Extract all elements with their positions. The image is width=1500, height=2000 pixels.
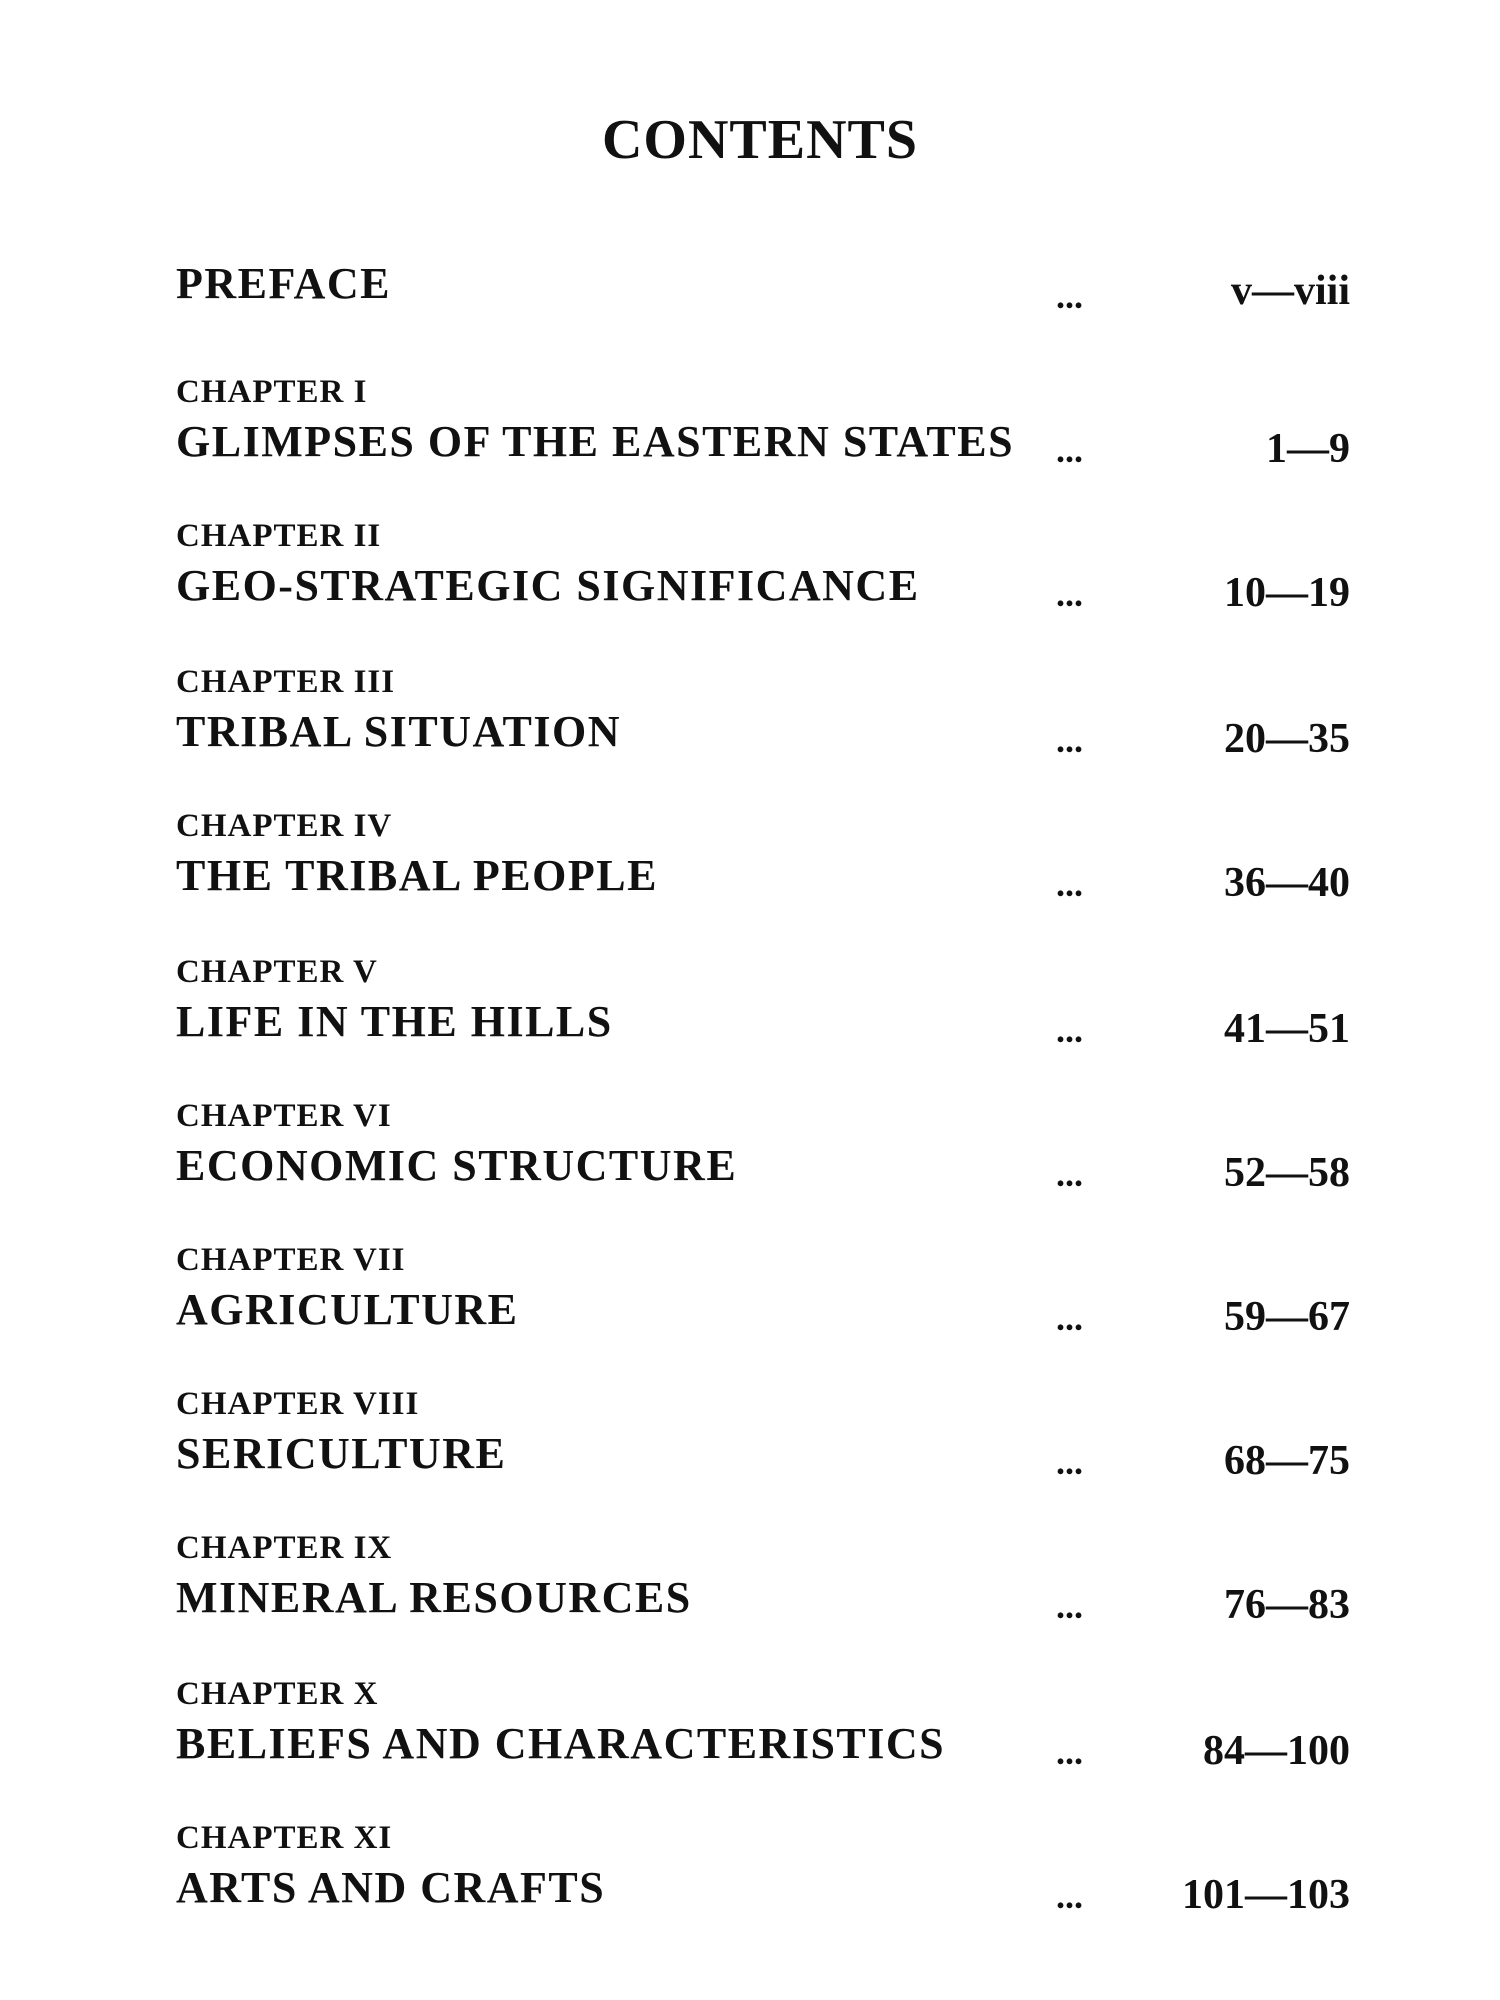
toc-entry-chapter-9 xyxy=(176,1528,1350,1638)
toc-entry-chapter-7 xyxy=(176,1240,1350,1350)
dot-leader: ... xyxy=(1056,1010,1083,1050)
entry-title: GLIMPSES OF THE EASTERN STATES xyxy=(176,417,1015,466)
toc-entry-chapter-6 xyxy=(176,1096,1350,1206)
chapter-label: CHAPTER V xyxy=(176,954,378,990)
dot-leader: ... xyxy=(1056,574,1083,614)
dot-leader: ... xyxy=(1056,276,1083,316)
chapter-label: CHAPTER II xyxy=(176,518,382,554)
toc-entry-chapter-1 xyxy=(176,372,1350,482)
entry-title: ARTS AND CRAFTS xyxy=(176,1863,606,1912)
chapter-label: CHAPTER I xyxy=(176,374,368,410)
entry-title: ECONOMIC STRUCTURE xyxy=(176,1141,738,1190)
page-range: 20—35 xyxy=(1224,716,1350,762)
chapter-label: CHAPTER VII xyxy=(176,1242,406,1278)
chapter-label: CHAPTER VI xyxy=(176,1098,392,1134)
page-range: 68—75 xyxy=(1224,1438,1350,1484)
page-range: 84—100 xyxy=(1203,1728,1350,1774)
toc-entry-chapter-8 xyxy=(176,1384,1350,1494)
dot-leader: ... xyxy=(1056,720,1083,760)
chapter-label: CHAPTER X xyxy=(176,1676,379,1712)
dot-leader: ... xyxy=(1056,1298,1083,1338)
dot-leader: ... xyxy=(1056,1732,1083,1772)
dot-leader: ... xyxy=(1056,1586,1083,1626)
dot-leader: ... xyxy=(1056,1154,1083,1194)
toc-entry-chapter-11 xyxy=(176,1818,1350,1928)
entry-title: THE TRIBAL PEOPLE xyxy=(176,851,658,900)
chapter-label: CHAPTER IV xyxy=(176,808,393,844)
entry-title: TRIBAL SITUATION xyxy=(176,707,621,756)
entry-title: BELIEFS AND CHARACTERISTICS xyxy=(176,1719,946,1768)
toc-entry-chapter-2 xyxy=(176,516,1350,626)
page-range: 59—67 xyxy=(1224,1294,1350,1340)
toc-entry-chapter-4 xyxy=(176,806,1350,916)
toc-entry-chapter-3 xyxy=(176,662,1350,772)
dot-leader: ... xyxy=(1056,1876,1083,1916)
entry-title: SERICULTURE xyxy=(176,1429,507,1478)
page-range: 52—58 xyxy=(1224,1150,1350,1196)
chapter-label: CHAPTER VIII xyxy=(176,1386,420,1422)
dot-leader: ... xyxy=(1056,1442,1083,1482)
dot-leader: ... xyxy=(1056,430,1083,470)
toc-entry-chapter-10 xyxy=(176,1674,1350,1784)
page-range: v—viii xyxy=(1230,268,1350,314)
entry-title: AGRICULTURE xyxy=(176,1285,519,1334)
page-title: CONTENTS xyxy=(601,109,919,171)
toc-entry-chapter-5 xyxy=(176,952,1350,1062)
page-range: 41—51 xyxy=(1224,1006,1350,1052)
entry-title: LIFE IN THE HILLS xyxy=(176,997,613,1046)
page-range: 76—83 xyxy=(1224,1582,1350,1628)
chapter-label: CHAPTER XI xyxy=(176,1820,393,1856)
page-range: 1—9 xyxy=(1266,426,1350,472)
entry-title: MINERAL RESOURCES xyxy=(176,1573,692,1622)
page-range: 10—19 xyxy=(1224,570,1350,616)
entry-title: GEO-STRATEGIC SIGNIFICANCE xyxy=(176,561,920,610)
page-range: 101—103 xyxy=(1182,1872,1350,1918)
toc-entry-preface xyxy=(176,258,1350,368)
chapter-label: CHAPTER IX xyxy=(176,1530,393,1566)
page-range: 36—40 xyxy=(1224,860,1350,906)
dot-leader: ... xyxy=(1056,864,1083,904)
entry-title: PREFACE xyxy=(176,259,392,308)
chapter-label: CHAPTER III xyxy=(176,664,396,700)
